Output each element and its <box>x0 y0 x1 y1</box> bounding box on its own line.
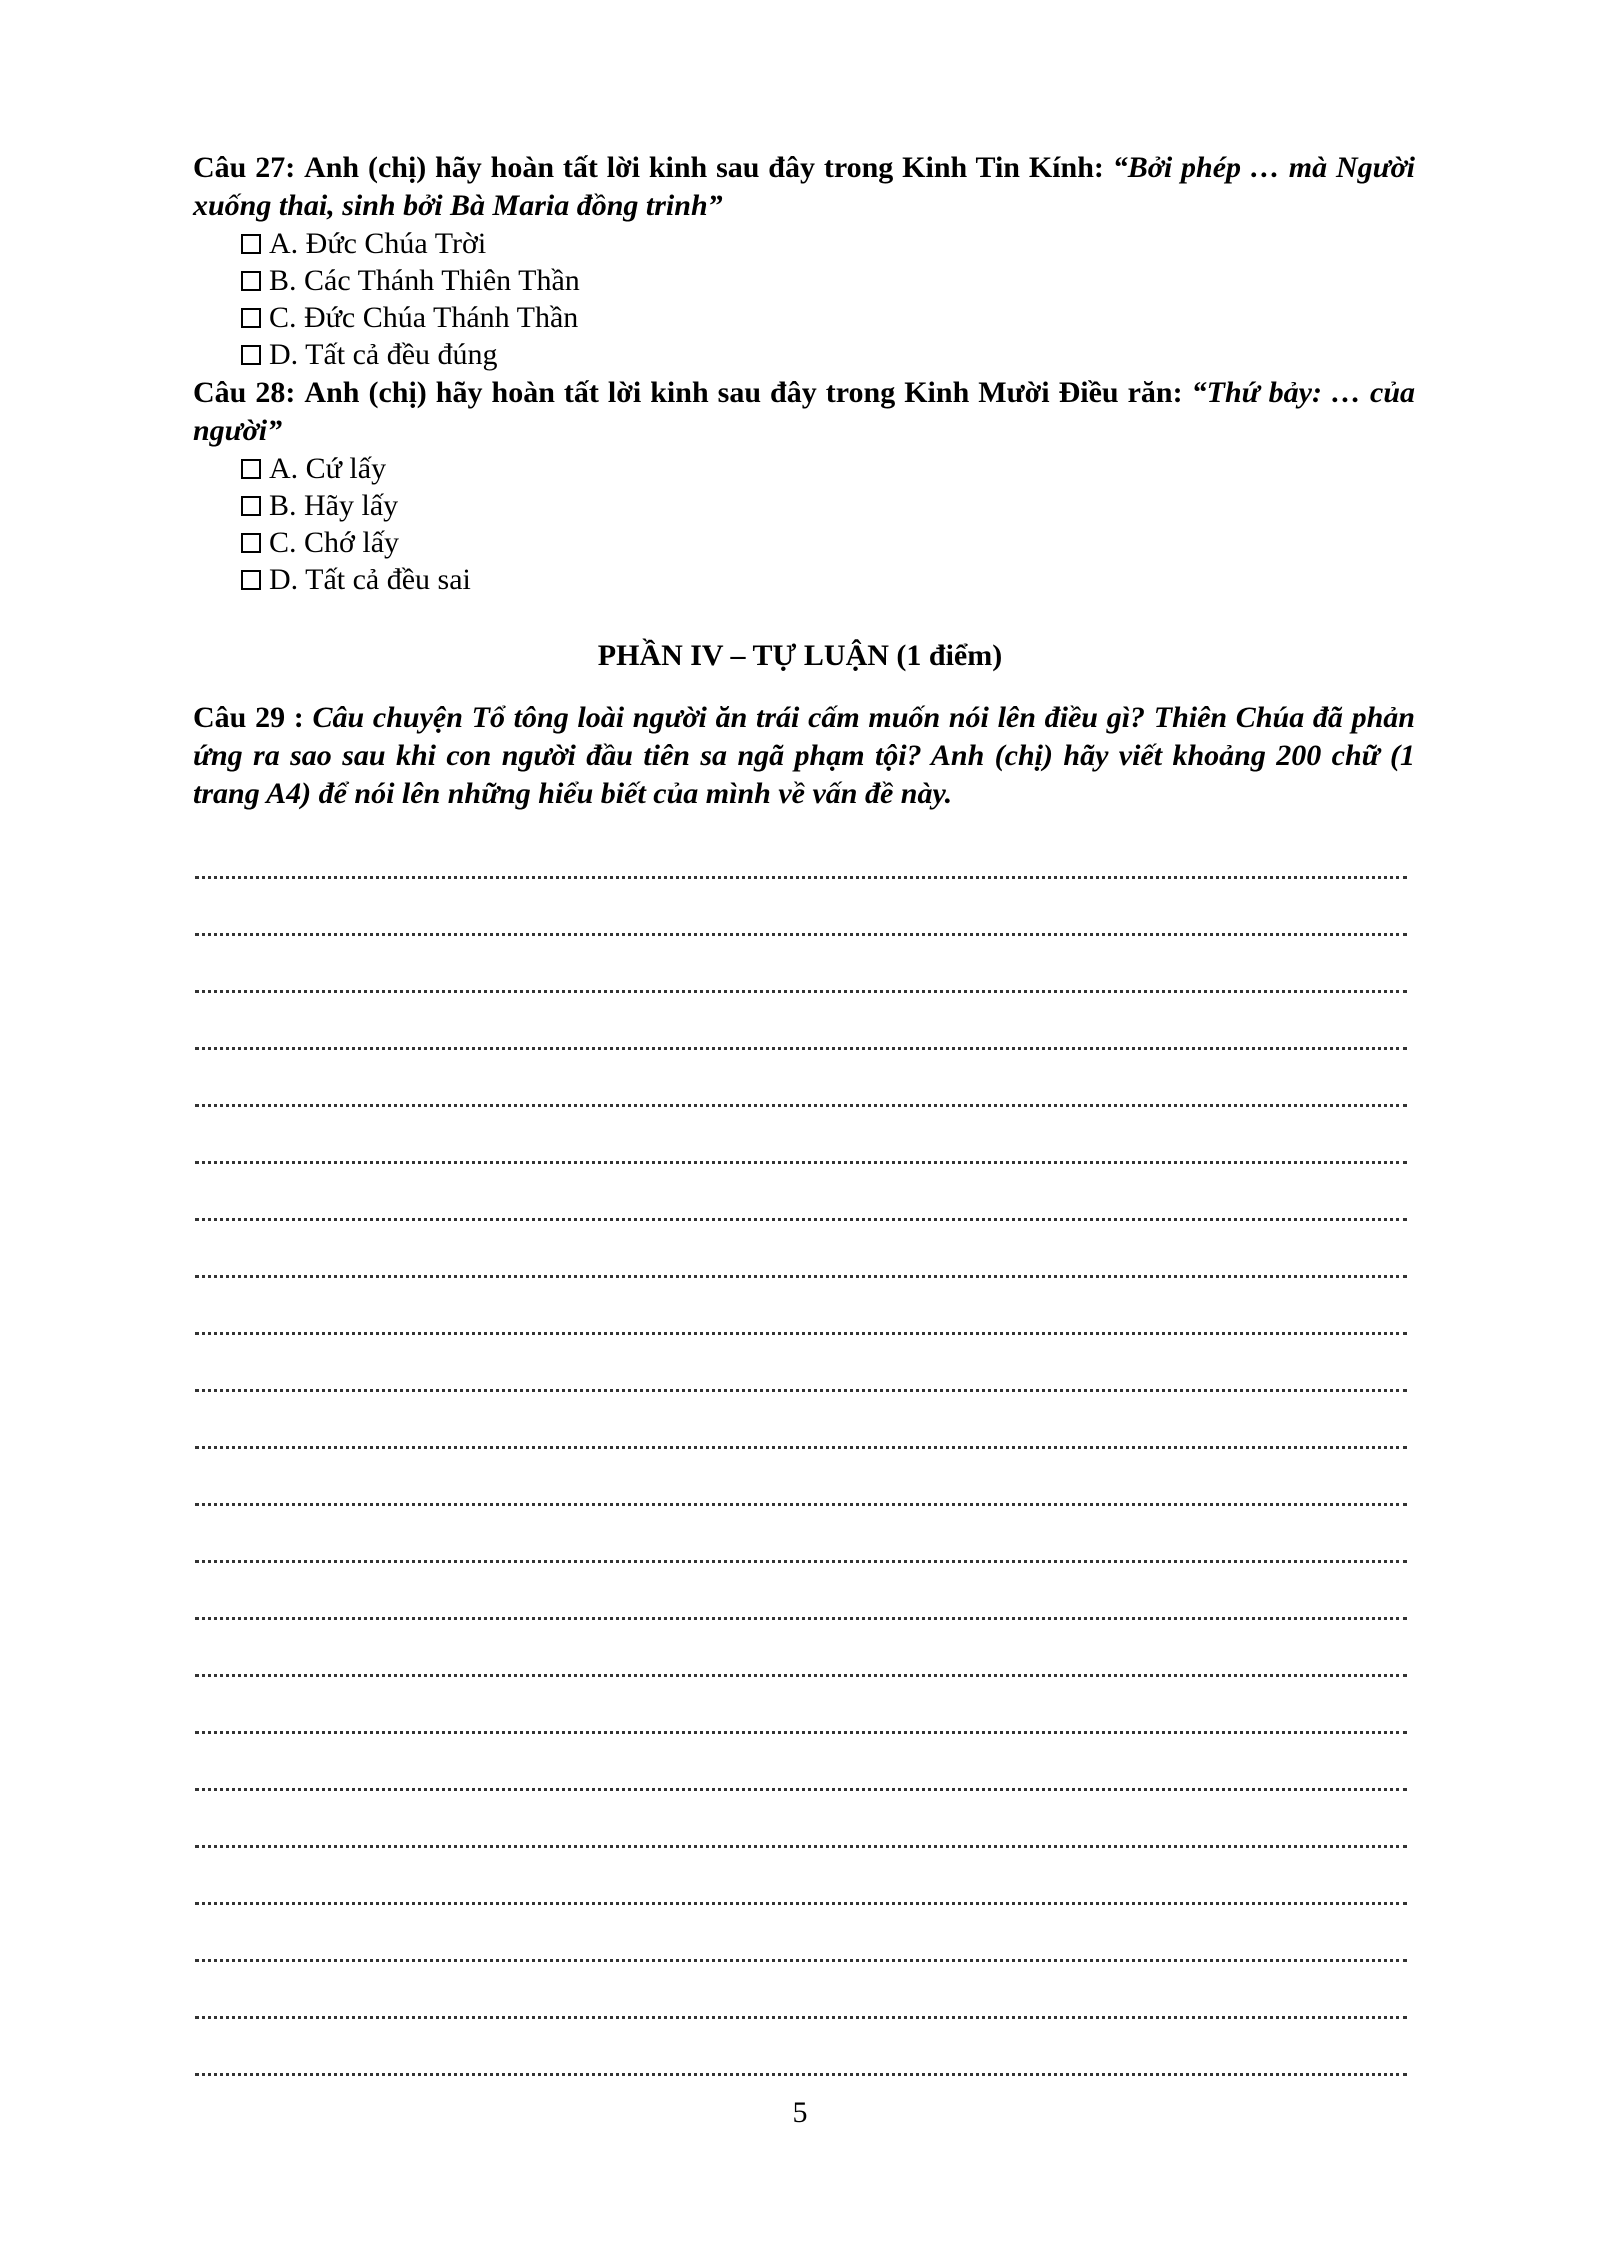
option-label: B. Hãy lấy <box>269 489 399 522</box>
option-d[interactable] <box>193 561 1415 598</box>
answer-line[interactable] <box>195 1506 1407 1563</box>
option-label: A. Đức Chúa Trời <box>269 227 487 260</box>
option-c[interactable] <box>193 299 1415 336</box>
option-c[interactable] <box>193 524 1415 561</box>
options-list <box>193 225 1415 373</box>
answer-line[interactable] <box>195 1791 1407 1848</box>
checkbox-icon[interactable] <box>241 234 261 254</box>
answer-line[interactable] <box>195 1734 1407 1791</box>
answer-line[interactable] <box>195 1164 1407 1221</box>
question-quote: “Bởi phép … mà Người xuống thai, sinh bởi Bà Maria đồng trinh” <box>193 151 1416 222</box>
option-label: D. Tất cả đều sai <box>269 563 471 596</box>
option-label: C. Chớ lấy <box>269 526 400 559</box>
option-label: C. Đức Chúa Thánh Thần <box>269 301 579 334</box>
option-label: B. Các Thánh Thiên Thần <box>269 264 580 297</box>
question-number: Câu 27: <box>193 151 296 184</box>
option-d[interactable] <box>193 336 1415 373</box>
checkbox-icon[interactable] <box>241 496 261 516</box>
option-b[interactable] <box>193 262 1415 299</box>
answer-line[interactable] <box>195 1050 1407 1107</box>
question-27 <box>193 149 1415 373</box>
answer-line[interactable] <box>195 1962 1407 2019</box>
question-quote: “Thứ bảy: … của người” <box>193 376 1416 447</box>
checkbox-icon[interactable] <box>241 570 261 590</box>
answer-line[interactable] <box>195 993 1407 1050</box>
option-b[interactable] <box>193 487 1415 524</box>
answer-line[interactable] <box>195 936 1407 993</box>
answer-line[interactable] <box>195 1449 1407 1506</box>
checkbox-icon[interactable] <box>241 308 261 328</box>
option-a[interactable] <box>193 450 1415 487</box>
question-28-text <box>193 374 1415 450</box>
answer-line[interactable] <box>195 1278 1407 1335</box>
answer-line[interactable] <box>195 1563 1407 1620</box>
question-number: Câu 28: <box>193 376 296 409</box>
answer-line[interactable] <box>195 1221 1407 1278</box>
answer-line[interactable] <box>195 1335 1407 1392</box>
answer-line[interactable] <box>195 879 1407 936</box>
answer-line[interactable] <box>195 1620 1407 1677</box>
answer-line[interactable] <box>195 822 1407 879</box>
checkbox-icon[interactable] <box>241 459 261 479</box>
question-number: Câu 29 : <box>193 701 304 734</box>
question-27-text <box>193 149 1415 225</box>
answer-line[interactable] <box>195 1392 1407 1449</box>
checkbox-icon[interactable] <box>241 271 261 291</box>
question-stem: Anh (chị) hãy hoàn tất lời kinh sau đây trong Kinh Tin Kính: <box>304 151 1104 184</box>
answer-line[interactable] <box>195 1848 1407 1905</box>
option-label: A. Cứ lấy <box>269 452 387 485</box>
option-label: D. Tất cả đều đúng <box>269 338 498 371</box>
option-a[interactable] <box>193 225 1415 262</box>
answer-area[interactable] <box>195 822 1407 2076</box>
options-list <box>193 450 1415 598</box>
answer-line[interactable] <box>195 2019 1407 2076</box>
answer-line[interactable] <box>195 1107 1407 1164</box>
section-title: PHẦN IV – TỰ LUẬN (1 điểm) <box>597 639 1003 672</box>
essay-prompt: Câu chuyện Tổ tông loài người ăn trái cấm muốn nói lên điều gì? Thiên Chúa đã phản ứng ra sao sau khi con người đầu tiên sa ngã phạm tội? Anh (chị) hãy viết khoảng 200 chữ (1 trang A4) để nói lên những hiểu biết của mình về vấn đề này. <box>193 701 1415 810</box>
checkbox-icon[interactable] <box>241 533 261 553</box>
essay-question <box>193 699 1415 813</box>
answer-line[interactable] <box>195 1677 1407 1734</box>
answer-line[interactable] <box>195 1905 1407 1962</box>
question-stem: Anh (chị) hãy hoàn tất lời kinh sau đây trong Kinh Mười Điều răn: <box>304 376 1183 409</box>
checkbox-icon[interactable] <box>241 345 261 365</box>
question-28 <box>193 374 1415 598</box>
page-number: 5 <box>792 2096 808 2129</box>
